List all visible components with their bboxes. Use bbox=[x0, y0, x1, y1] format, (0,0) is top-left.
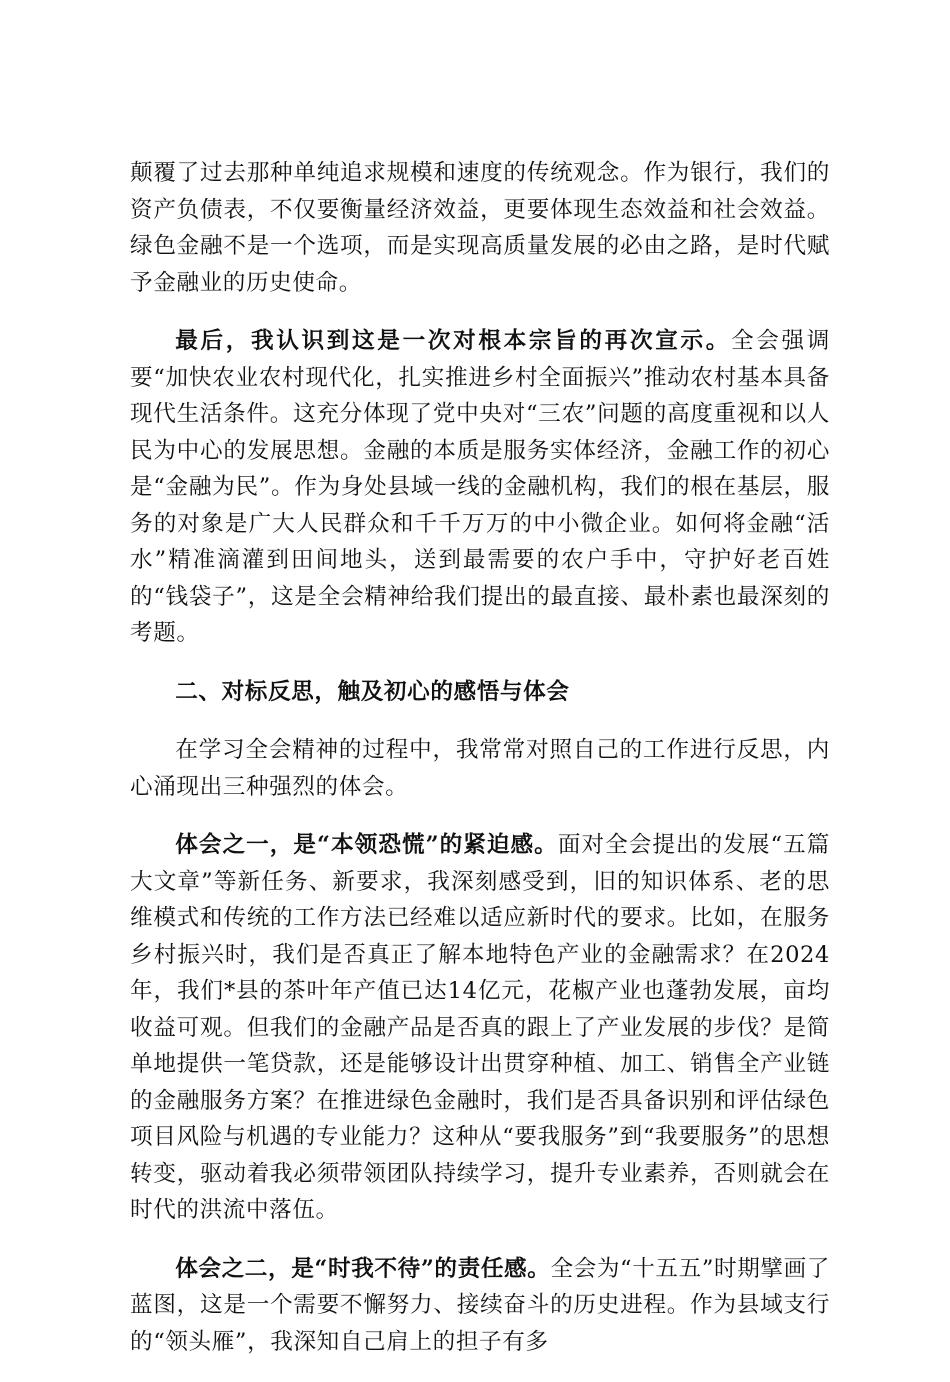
paragraph-4 bbox=[130, 827, 830, 1229]
paragraph-2-lead: 最后，我认识到这是一次对根本宗旨的再次宣示。 bbox=[175, 328, 732, 354]
paragraph-3: 在学习全会精神的过程中，我常常对照自己的工作进行反思，内心涌现出三种强烈的体会。 bbox=[130, 737, 830, 800]
paragraph-5-body: 全会为“十五五”时期擘画了蓝图，这是一个需要不懈努力、接续奋斗的历史进程。作为县域支行的“领头雁”，我深知自己肩上的担子有多 bbox=[130, 1255, 830, 1355]
section-heading-2: 二、对标反思，触及初心的感悟与体会 bbox=[175, 678, 570, 705]
document-body bbox=[130, 155, 830, 1382]
paragraph-2 bbox=[130, 323, 830, 652]
paragraph-2-body: 全会强调要“加快农业农村现代化，扎实推进乡村全面振兴”推动农村基本具备现代生活条件。这充分体现了党中央对“三农”问题的高度重视和以人民为中心的发展思想。金融的本质是服务实体经济，金融工作的初心是“金融为民”。作为身处县域一线的金融机构，我们的根在基层，服务的对象是广大人民群众和千千万万的中小微企业。如何将金融“活水”精准滴灌到田间地头，送到最需要的农户手中，守护好老百姓的“钱袋子”，这是全会精神给我们提出的最直接、最朴素也最深刻的考题。 bbox=[130, 328, 831, 646]
paragraph-1: 颠覆了过去那种单纯追求规模和速度的传统观念。作为银行，我们的资产负债表，不仅要衡量经济效益，更要体现生态效益和社会效益。绿色金融不是一个选项，而是实现高质量发展的必由之路，是时代赋予金融业的历史使命。 bbox=[130, 160, 830, 296]
paragraph-5-lead: 体会之二，是“时我不待”的责任感。 bbox=[175, 1255, 551, 1282]
paragraph-4-lead: 体会之一，是“本领恐慌”的紧迫感。 bbox=[175, 832, 558, 858]
paragraph-4-body: 面对全会提出的发展“五篇大文章”等新任务、新要求，我深刻感受到，旧的知识体系、老的思维模式和传统的工作方法已经难以适应新时代的要求。比如，在服务乡村振兴时，我们是否真正了解本地特色产业的金融需求？在2024年，我们*县的茶叶年产值已达14亿元，花椒产业也蓬勃发展，亩均收益可观。但我们的金融产品是否真的跟上了产业发展的步伐？是简单地提供一笔贷款，还是能够设计出贯穿种植、加工、销售全产业链的金融服务方案？在推进绿色金融时，我们是否具备识别和评估绿色项目风险与机遇的专业能力？这种从“要我服务”到“我要服务”的思想转变，驱动着我必须带领团队持续学习，提升专业素养，否则就会在时代的洪流中落伍。 bbox=[130, 832, 830, 1223]
